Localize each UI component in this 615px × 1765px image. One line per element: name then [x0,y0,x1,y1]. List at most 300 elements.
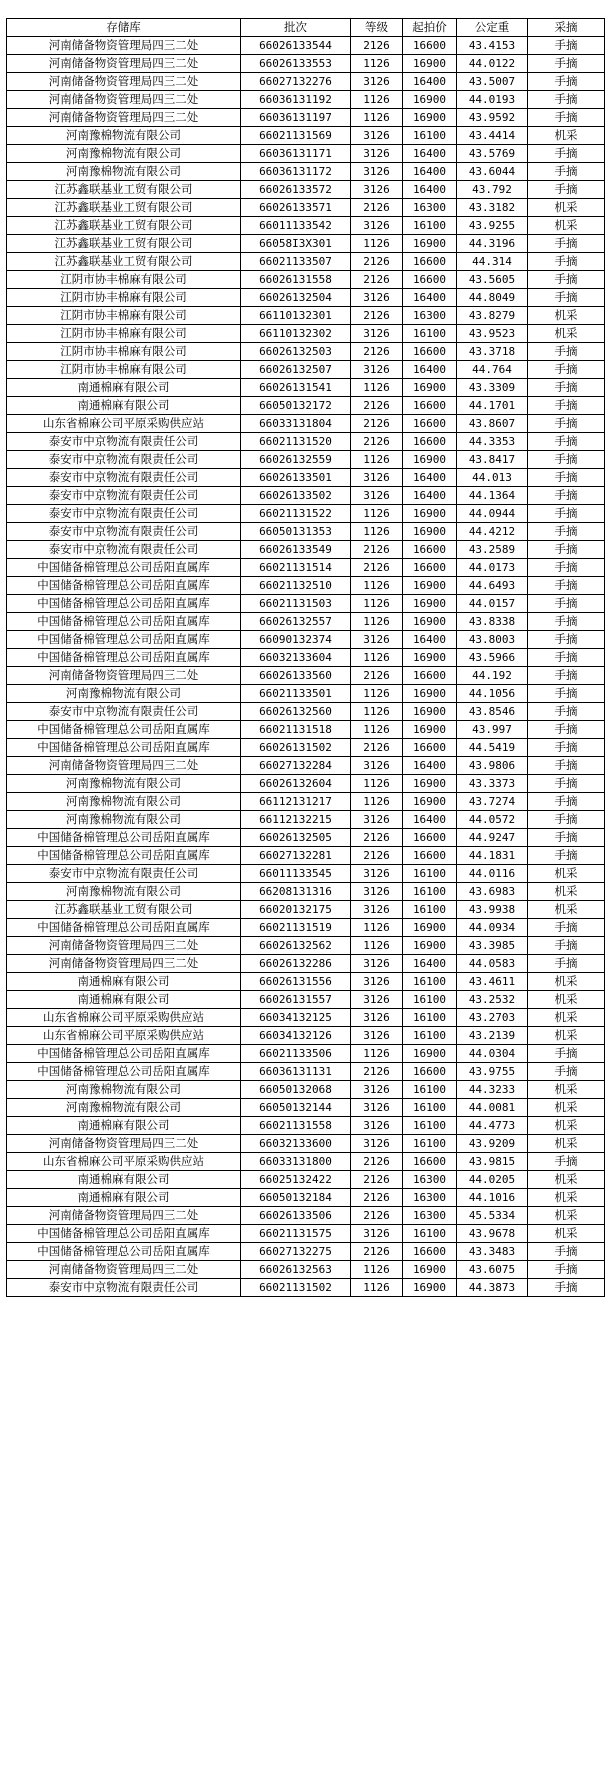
start-price-cell: 16900 [403,703,457,721]
weight-cell: 43.792 [457,181,528,199]
column-header-warehouse: 存储库 [7,19,241,37]
picking-cell: 手摘 [528,721,605,739]
picking-cell: 机采 [528,1081,605,1099]
picking-cell: 机采 [528,973,605,991]
batch-cell: 66027132281 [241,847,351,865]
start-price-cell: 16900 [403,1279,457,1297]
picking-cell: 手摘 [528,415,605,433]
grade-cell: 3126 [351,973,403,991]
table-row [7,973,605,991]
batch-cell: 66058I3X301 [241,235,351,253]
table-row [7,307,605,325]
warehouse-cell: 泰安市中京物流有限责任公司 [7,505,241,523]
weight-cell: 44.0081 [457,1099,528,1117]
warehouse-cell: 河南豫棉物流有限公司 [7,1099,241,1117]
table-row [7,991,605,1009]
start-price-cell: 16600 [403,37,457,55]
batch-cell: 66026132503 [241,343,351,361]
picking-cell: 机采 [528,1117,605,1135]
grade-cell: 1126 [351,919,403,937]
start-price-cell: 16600 [403,1063,457,1081]
batch-cell: 66034132125 [241,1009,351,1027]
picking-cell: 手摘 [528,1045,605,1063]
start-price-cell: 16900 [403,595,457,613]
grade-cell: 1126 [351,1045,403,1063]
table-row [7,1279,605,1297]
grade-cell: 1126 [351,721,403,739]
start-price-cell: 16300 [403,1207,457,1225]
table-row [7,73,605,91]
batch-cell: 66011133542 [241,217,351,235]
picking-cell: 手摘 [528,397,605,415]
warehouse-cell: 山东省棉麻公司平原采购供应站 [7,1027,241,1045]
warehouse-cell: 河南储备物资管理局四三二处 [7,37,241,55]
weight-cell: 43.4414 [457,127,528,145]
picking-cell: 手摘 [528,1063,605,1081]
weight-cell: 43.8607 [457,415,528,433]
table-row [7,847,605,865]
start-price-cell: 16400 [403,163,457,181]
picking-cell: 机采 [528,865,605,883]
weight-cell: 44.0934 [457,919,528,937]
weight-cell: 44.1701 [457,397,528,415]
batch-cell: 66021131503 [241,595,351,613]
table-row [7,757,605,775]
picking-cell: 手摘 [528,937,605,955]
batch-cell: 66050131353 [241,523,351,541]
grade-cell: 3126 [351,73,403,91]
batch-cell: 66021131558 [241,1117,351,1135]
weight-cell: 43.4153 [457,37,528,55]
weight-cell: 43.7274 [457,793,528,811]
warehouse-cell: 中国储备棉管理总公司岳阳直属库 [7,847,241,865]
table-row [7,631,605,649]
weight-cell: 44.5419 [457,739,528,757]
warehouse-cell: 河南储备物资管理局四三二处 [7,955,241,973]
warehouse-cell: 江苏鑫联基业工贸有限公司 [7,253,241,271]
picking-cell: 手摘 [528,361,605,379]
picking-cell: 手摘 [528,91,605,109]
picking-cell: 手摘 [528,595,605,613]
grade-cell: 1126 [351,109,403,127]
grade-cell: 3126 [351,1009,403,1027]
picking-cell: 手摘 [528,541,605,559]
start-price-cell: 16400 [403,73,457,91]
table-row [7,253,605,271]
warehouse-cell: 河南豫棉物流有限公司 [7,793,241,811]
header-row [7,19,605,37]
table-row [7,1045,605,1063]
warehouse-cell: 中国储备棉管理总公司岳阳直属库 [7,595,241,613]
grade-cell: 2126 [351,1207,403,1225]
picking-cell: 手摘 [528,577,605,595]
weight-cell: 43.9806 [457,757,528,775]
table-row [7,793,605,811]
table-row [7,595,605,613]
picking-cell: 手摘 [528,919,605,937]
weight-cell: 44.3873 [457,1279,528,1297]
start-price-cell: 16900 [403,505,457,523]
batch-cell: 66026132563 [241,1261,351,1279]
start-price-cell: 16600 [403,397,457,415]
grade-cell: 2126 [351,559,403,577]
start-price-cell: 16900 [403,55,457,73]
warehouse-cell: 河南储备物资管理局四三二处 [7,667,241,685]
start-price-cell: 16100 [403,901,457,919]
grade-cell: 3126 [351,325,403,343]
weight-cell: 44.9247 [457,829,528,847]
weight-cell: 43.5605 [457,271,528,289]
grade-cell: 1126 [351,937,403,955]
grade-cell: 1126 [351,793,403,811]
batch-cell: 66036131131 [241,1063,351,1081]
batch-cell: 66110132301 [241,307,351,325]
start-price-cell: 16100 [403,1009,457,1027]
weight-cell: 43.8546 [457,703,528,721]
table-row [7,397,605,415]
weight-cell: 43.9523 [457,325,528,343]
warehouse-cell: 泰安市中京物流有限责任公司 [7,541,241,559]
weight-cell: 43.3718 [457,343,528,361]
table-row [7,541,605,559]
column-header-start-price: 起拍价 [403,19,457,37]
grade-cell: 1126 [351,55,403,73]
table-row [7,1153,605,1171]
picking-cell: 机采 [528,217,605,235]
weight-cell: 44.0583 [457,955,528,973]
picking-cell: 机采 [528,1171,605,1189]
warehouse-cell: 河南豫棉物流有限公司 [7,811,241,829]
warehouse-cell: 南通棉麻有限公司 [7,379,241,397]
batch-cell: 66090132374 [241,631,351,649]
weight-cell: 44.6493 [457,577,528,595]
table-row [7,667,605,685]
table-row [7,487,605,505]
weight-cell: 43.3182 [457,199,528,217]
picking-cell: 手摘 [528,433,605,451]
weight-cell: 44.3353 [457,433,528,451]
warehouse-cell: 泰安市中京物流有限责任公司 [7,865,241,883]
table-row [7,127,605,145]
grade-cell: 3126 [351,955,403,973]
table-row [7,91,605,109]
warehouse-cell: 山东省棉麻公司平原采购供应站 [7,415,241,433]
picking-cell: 手摘 [528,451,605,469]
batch-cell: 66021132510 [241,577,351,595]
weight-cell: 44.3233 [457,1081,528,1099]
grade-cell: 1126 [351,685,403,703]
weight-cell: 43.3985 [457,937,528,955]
picking-cell: 手摘 [528,703,605,721]
grade-cell: 2126 [351,1243,403,1261]
grade-cell: 3126 [351,1099,403,1117]
grade-cell: 3126 [351,469,403,487]
picking-cell: 机采 [528,325,605,343]
picking-cell: 机采 [528,127,605,145]
table-row [7,379,605,397]
batch-cell: 66026133553 [241,55,351,73]
start-price-cell: 16100 [403,1027,457,1045]
grade-cell: 3126 [351,217,403,235]
warehouse-cell: 南通棉麻有限公司 [7,1189,241,1207]
start-price-cell: 16400 [403,145,457,163]
batch-cell: 66026132557 [241,613,351,631]
warehouse-cell: 中国储备棉管理总公司岳阳直属库 [7,649,241,667]
start-price-cell: 16600 [403,739,457,757]
start-price-cell: 16100 [403,1135,457,1153]
picking-cell: 手摘 [528,757,605,775]
grade-cell: 3126 [351,487,403,505]
start-price-cell: 16900 [403,649,457,667]
grade-cell: 3126 [351,127,403,145]
picking-cell: 机采 [528,1207,605,1225]
picking-cell: 手摘 [528,181,605,199]
picking-cell: 手摘 [528,469,605,487]
batch-cell: 66110132302 [241,325,351,343]
picking-cell: 机采 [528,199,605,217]
warehouse-cell: 河南储备物资管理局四三二处 [7,1261,241,1279]
batch-cell: 66026133572 [241,181,351,199]
picking-cell: 手摘 [528,163,605,181]
warehouse-cell: 南通棉麻有限公司 [7,397,241,415]
warehouse-cell: 江苏鑫联基业工贸有限公司 [7,217,241,235]
warehouse-cell: 河南储备物资管理局四三二处 [7,109,241,127]
batch-cell: 66021131575 [241,1225,351,1243]
picking-cell: 手摘 [528,487,605,505]
start-price-cell: 16600 [403,541,457,559]
start-price-cell: 16900 [403,919,457,937]
batch-cell: 66021131569 [241,127,351,145]
table-row [7,1117,605,1135]
weight-cell: 44.1016 [457,1189,528,1207]
warehouse-cell: 江苏鑫联基业工贸有限公司 [7,901,241,919]
start-price-cell: 16400 [403,631,457,649]
batch-cell: 66021133506 [241,1045,351,1063]
table-row [7,469,605,487]
warehouse-cell: 泰安市中京物流有限责任公司 [7,1279,241,1297]
batch-cell: 66021131522 [241,505,351,523]
grade-cell: 1126 [351,703,403,721]
table-row [7,145,605,163]
picking-cell: 手摘 [528,55,605,73]
start-price-cell: 16400 [403,289,457,307]
grade-cell: 3126 [351,361,403,379]
warehouse-cell: 河南储备物资管理局四三二处 [7,937,241,955]
picking-cell: 手摘 [528,235,605,253]
start-price-cell: 16100 [403,1081,457,1099]
grade-cell: 2126 [351,739,403,757]
warehouse-cell: 山东省棉麻公司平原采购供应站 [7,1153,241,1171]
grade-cell: 3126 [351,1027,403,1045]
picking-cell: 机采 [528,1027,605,1045]
start-price-cell: 16300 [403,1189,457,1207]
warehouse-cell: 江阴市协丰棉麻有限公司 [7,271,241,289]
grade-cell: 2126 [351,253,403,271]
column-header-grade: 等级 [351,19,403,37]
weight-cell: 44.0157 [457,595,528,613]
table-row [7,181,605,199]
grade-cell: 2126 [351,667,403,685]
start-price-cell: 16100 [403,883,457,901]
grade-cell: 2126 [351,271,403,289]
weight-cell: 43.9815 [457,1153,528,1171]
batch-cell: 66208131316 [241,883,351,901]
grade-cell: 2126 [351,433,403,451]
warehouse-cell: 中国储备棉管理总公司岳阳直属库 [7,577,241,595]
batch-cell: 66036131192 [241,91,351,109]
grade-cell: 3126 [351,181,403,199]
start-price-cell: 16900 [403,523,457,541]
table-row [7,613,605,631]
start-price-cell: 16600 [403,343,457,361]
picking-cell: 手摘 [528,685,605,703]
table-row [7,685,605,703]
table-row [7,577,605,595]
table-row [7,235,605,253]
batch-cell: 66026133560 [241,667,351,685]
warehouse-cell: 泰安市中京物流有限责任公司 [7,433,241,451]
weight-cell: 43.2532 [457,991,528,1009]
start-price-cell: 16300 [403,199,457,217]
batch-cell: 66027132276 [241,73,351,91]
batch-cell: 66026133549 [241,541,351,559]
batch-cell: 66033131804 [241,415,351,433]
start-price-cell: 16900 [403,379,457,397]
weight-cell: 43.8417 [457,451,528,469]
table-row [7,703,605,721]
weight-cell: 44.1056 [457,685,528,703]
batch-cell: 66026132560 [241,703,351,721]
grade-cell: 1126 [351,775,403,793]
picking-cell: 机采 [528,991,605,1009]
picking-cell: 机采 [528,1009,605,1027]
batch-cell: 66050132172 [241,397,351,415]
start-price-cell: 16100 [403,1099,457,1117]
start-price-cell: 16600 [403,1243,457,1261]
weight-cell: 44.8049 [457,289,528,307]
batch-cell: 66033131800 [241,1153,351,1171]
warehouse-cell: 江阴市协丰棉麻有限公司 [7,325,241,343]
weight-cell: 45.5334 [457,1207,528,1225]
weight-cell: 43.4611 [457,973,528,991]
start-price-cell: 16900 [403,1261,457,1279]
table-row [7,109,605,127]
picking-cell: 手摘 [528,811,605,829]
warehouse-cell: 江阴市协丰棉麻有限公司 [7,343,241,361]
grade-cell: 2126 [351,397,403,415]
grade-cell: 1126 [351,1261,403,1279]
batch-cell: 66050132144 [241,1099,351,1117]
table-row [7,1099,605,1117]
table-row [7,739,605,757]
weight-cell: 43.2139 [457,1027,528,1045]
table-row [7,289,605,307]
warehouse-cell: 江苏鑫联基业工贸有限公司 [7,181,241,199]
grade-cell: 3126 [351,1081,403,1099]
start-price-cell: 16400 [403,181,457,199]
table-row [7,883,605,901]
table-row [7,1189,605,1207]
batch-cell: 66026133506 [241,1207,351,1225]
warehouse-cell: 河南储备物资管理局四三二处 [7,757,241,775]
table-row [7,955,605,973]
weight-cell: 44.4212 [457,523,528,541]
picking-cell: 手摘 [528,667,605,685]
weight-cell: 44.314 [457,253,528,271]
start-price-cell: 16600 [403,253,457,271]
table-row [7,829,605,847]
weight-cell: 43.9938 [457,901,528,919]
warehouse-cell: 江阴市协丰棉麻有限公司 [7,307,241,325]
grade-cell: 2126 [351,415,403,433]
weight-cell: 43.9209 [457,1135,528,1153]
batch-cell: 66036131171 [241,145,351,163]
batch-cell: 66032133604 [241,649,351,667]
weight-cell: 43.997 [457,721,528,739]
table-row [7,559,605,577]
batch-cell: 66034132126 [241,1027,351,1045]
weight-cell: 43.5769 [457,145,528,163]
start-price-cell: 16600 [403,271,457,289]
grade-cell: 1126 [351,91,403,109]
picking-cell: 机采 [528,1225,605,1243]
batch-cell: 66021131520 [241,433,351,451]
warehouse-cell: 南通棉麻有限公司 [7,1117,241,1135]
start-price-cell: 16600 [403,415,457,433]
picking-cell: 机采 [528,901,605,919]
start-price-cell: 16900 [403,451,457,469]
grade-cell: 1126 [351,595,403,613]
warehouse-cell: 中国储备棉管理总公司岳阳直属库 [7,559,241,577]
weight-cell: 44.4773 [457,1117,528,1135]
column-header-picking: 采摘 [528,19,605,37]
picking-cell: 机采 [528,1135,605,1153]
start-price-cell: 16600 [403,433,457,451]
table-row [7,919,605,937]
warehouse-cell: 南通棉麻有限公司 [7,973,241,991]
start-price-cell: 16900 [403,577,457,595]
start-price-cell: 16100 [403,217,457,235]
table-row [7,199,605,217]
grade-cell: 1126 [351,505,403,523]
picking-cell: 手摘 [528,1243,605,1261]
start-price-cell: 16100 [403,127,457,145]
grade-cell: 3126 [351,991,403,1009]
warehouse-cell: 中国储备棉管理总公司岳阳直属库 [7,1243,241,1261]
grade-cell: 3126 [351,901,403,919]
grade-cell: 2126 [351,847,403,865]
grade-cell: 3126 [351,1117,403,1135]
grade-cell: 3126 [351,865,403,883]
picking-cell: 机采 [528,307,605,325]
batch-cell: 66026133501 [241,469,351,487]
table-row [7,55,605,73]
start-price-cell: 16400 [403,811,457,829]
grade-cell: 2126 [351,1189,403,1207]
warehouse-cell: 河南豫棉物流有限公司 [7,145,241,163]
grade-cell: 3126 [351,1135,403,1153]
table-row [7,1261,605,1279]
weight-cell: 44.192 [457,667,528,685]
table-row [7,37,605,55]
batch-cell: 66112132215 [241,811,351,829]
warehouse-cell: 江阴市协丰棉麻有限公司 [7,289,241,307]
start-price-cell: 16100 [403,325,457,343]
weight-cell: 43.3309 [457,379,528,397]
batch-cell: 66026132559 [241,451,351,469]
picking-cell: 机采 [528,883,605,901]
picking-cell: 手摘 [528,523,605,541]
